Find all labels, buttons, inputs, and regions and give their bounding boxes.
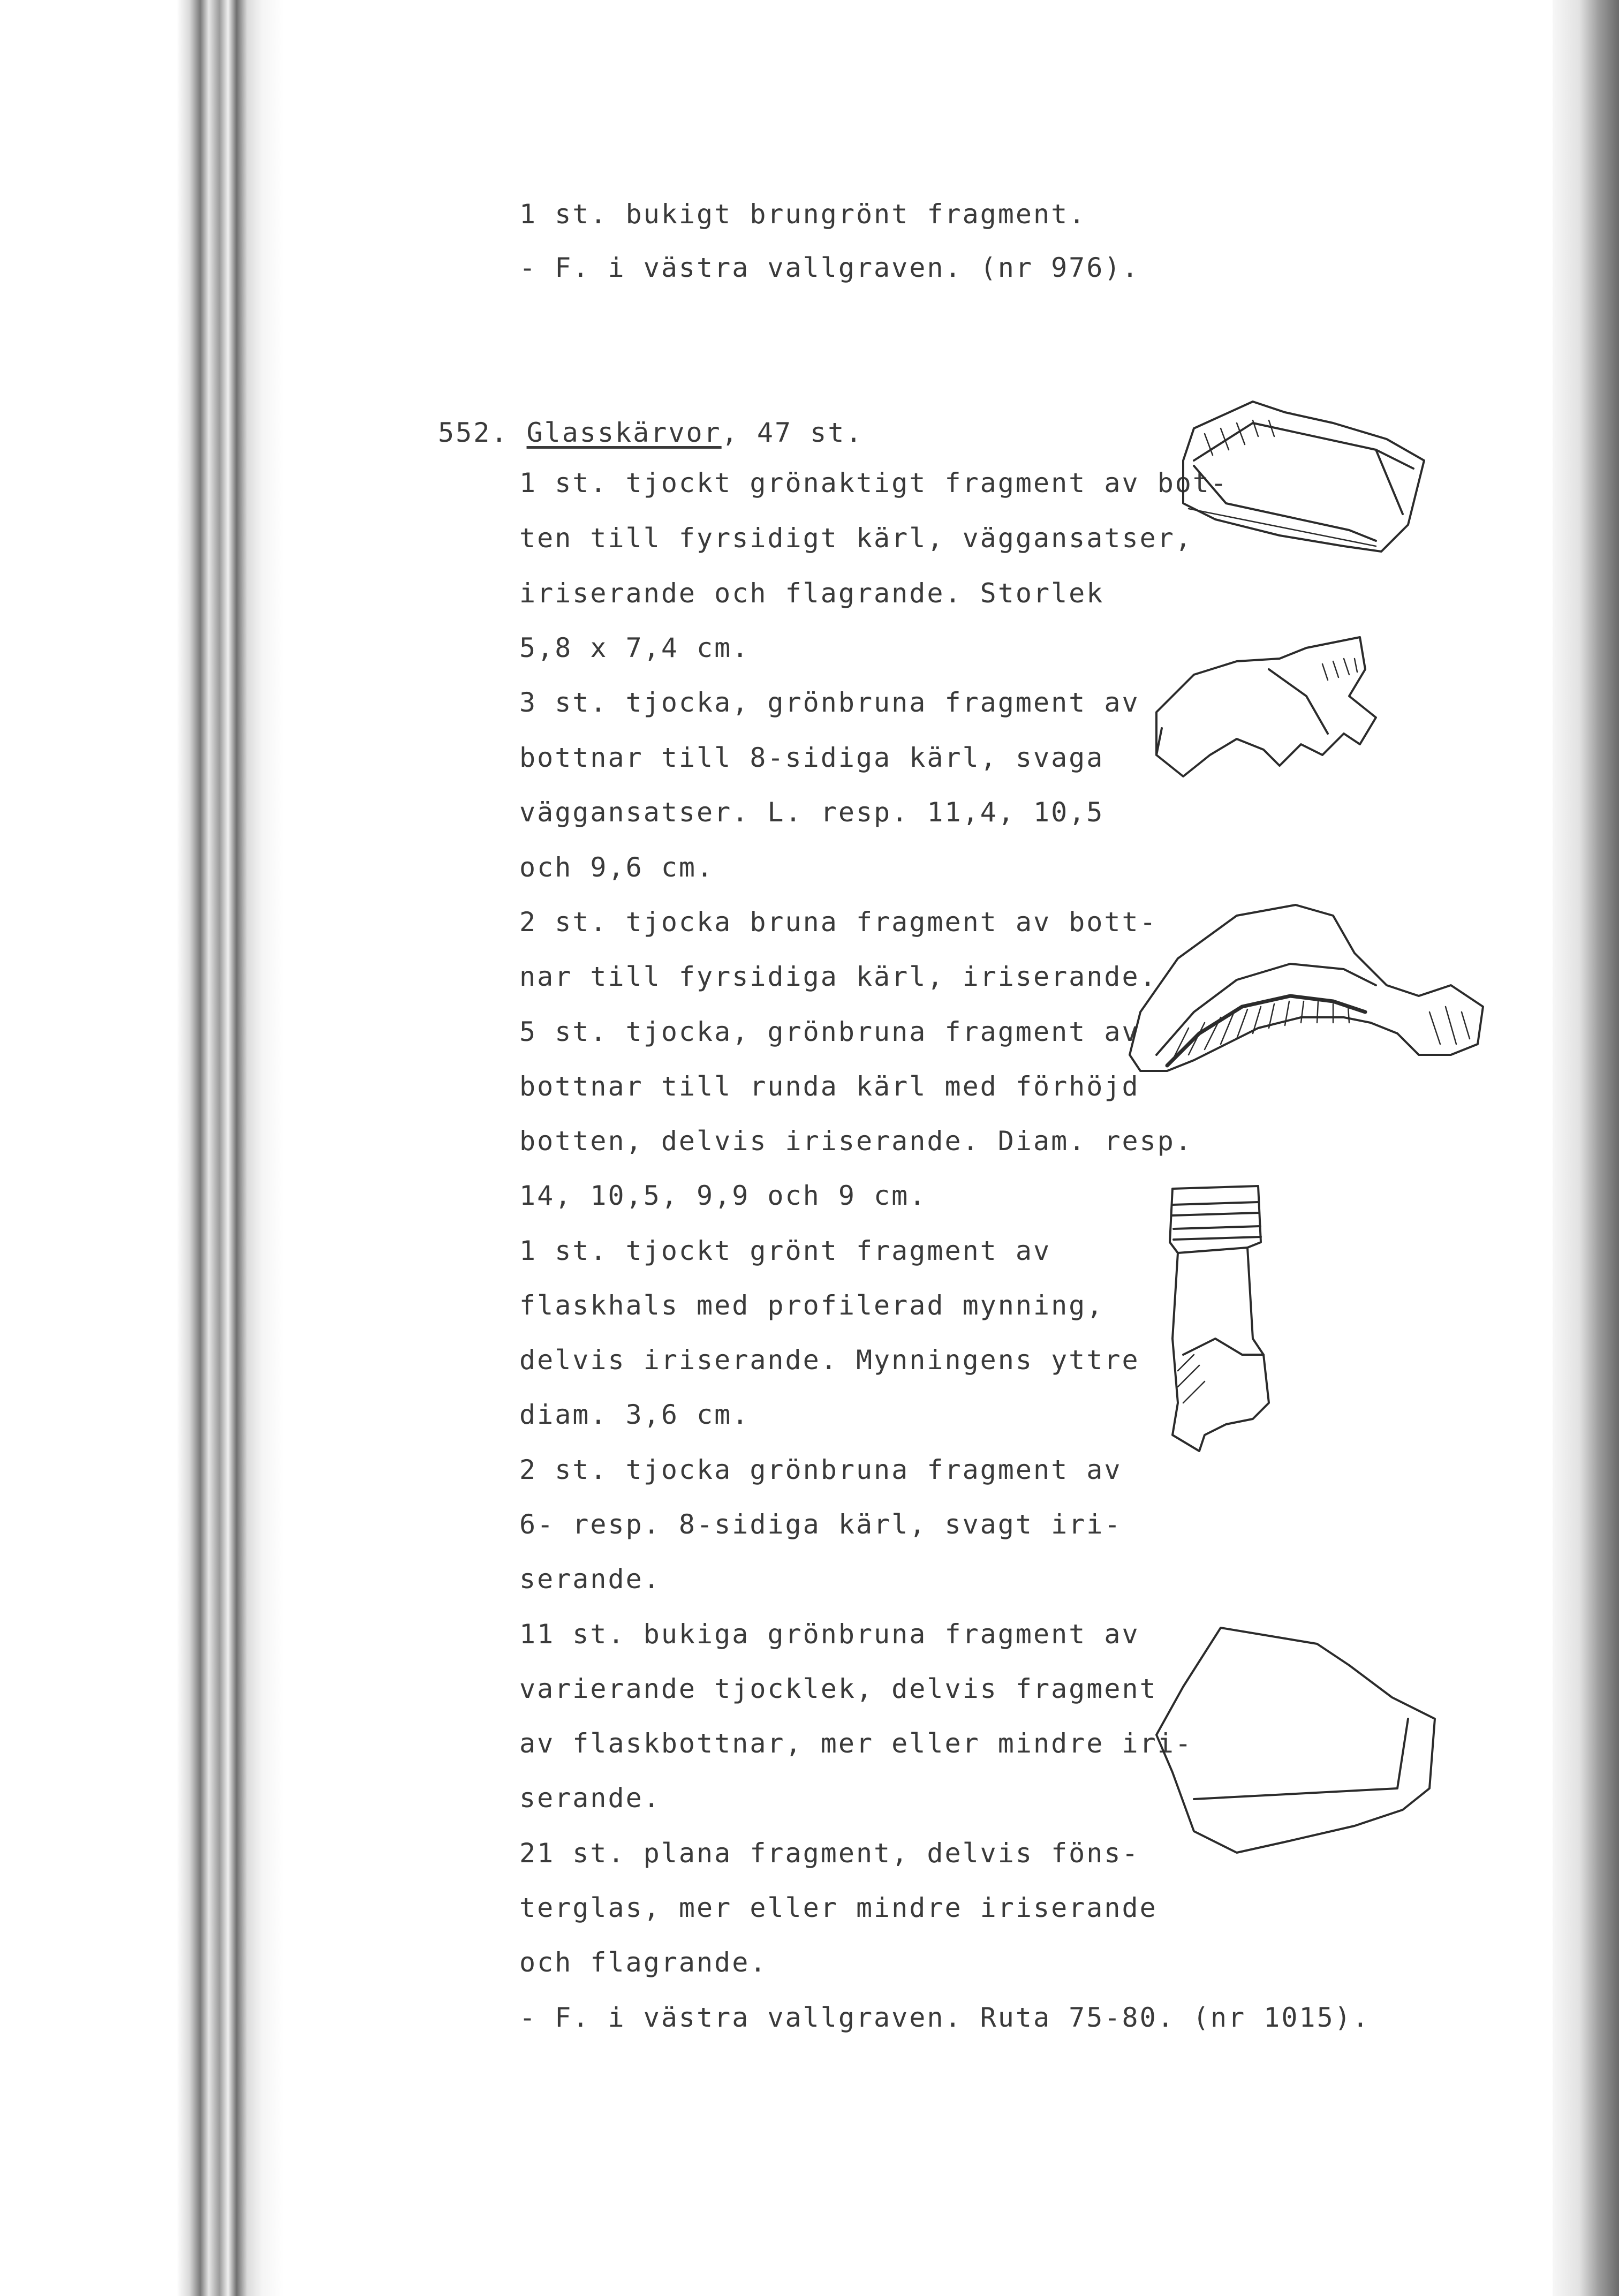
entry-name: Glasskärvor <box>526 417 722 448</box>
body-line: väggansatser. L. resp. 11,4, 10,5 <box>519 797 1104 828</box>
body-line: 5 st. tjocka, grönbruna fragment av <box>519 1016 1140 1047</box>
sketch-bottle-neck-fragment <box>1162 1178 1280 1472</box>
body-line: nar till fyrsidiga kärl, iriserande. <box>519 961 1157 992</box>
body-line: bottnar till runda kärl med förhöjd <box>519 1071 1140 1102</box>
body-line: 2 st. tjocka bruna fragment av bott- <box>519 907 1157 938</box>
body-line: terglas, mer eller mindre iriserande <box>519 1892 1157 1923</box>
intro-line-2: - F. i västra vallgraven. (nr 976). <box>519 252 1140 283</box>
body-line: 6- resp. 8-sidiga kärl, svagt iri- <box>519 1509 1122 1540</box>
entry-number: 552. <box>438 417 509 448</box>
body-line: 2 st. tjocka grönbruna fragment av <box>519 1454 1122 1485</box>
body-line: ten till fyrsidigt kärl, väggansatser, <box>519 523 1193 554</box>
entry-heading <box>438 417 864 449</box>
body-line: 3 st. tjocka, grönbruna fragment av <box>519 687 1140 718</box>
body-line: - F. i västra vallgraven. Ruta 75-80. (nr 1015). <box>519 2002 1370 2033</box>
body-line: av flaskbottnar, mer eller mindre iri- <box>519 1728 1193 1759</box>
body-line: 21 st. plana fragment, delvis föns- <box>519 1838 1140 1869</box>
page-edge-shadow <box>1553 0 1619 2296</box>
body-line: 1 st. tjockt grönt fragment av <box>519 1235 1051 1266</box>
body-line: serande. <box>519 1564 661 1595</box>
body-line: 14, 10,5, 9,9 och 9 cm. <box>519 1180 927 1211</box>
sketch-octagonal-bottom-fragment <box>1146 637 1413 814</box>
body-line: 1 st. tjockt grönaktigt fragment av bot- <box>519 467 1229 499</box>
body-line: och flagrande. <box>519 1947 768 1978</box>
body-line: iriserande och flagrande. Storlek <box>519 578 1104 609</box>
body-line: bottnar till 8-sidiga kärl, svaga <box>519 742 1104 773</box>
body-line: delvis iriserande. Mynningens yttre <box>519 1345 1140 1376</box>
body-line: 11 st. bukiga grönbruna fragment av <box>519 1619 1140 1650</box>
intro-line-1: 1 st. bukigt brungrönt fragment. <box>519 199 1087 230</box>
sketch-raised-bottom-fragment <box>1119 894 1494 1098</box>
body-line: diam. 3,6 cm. <box>519 1399 750 1430</box>
body-line: varierande tjocklek, delvis fragment <box>519 1673 1157 1704</box>
body-line: botten, delvis iriserande. Diam. resp. <box>519 1126 1193 1157</box>
book-spine-shadow <box>177 0 284 2296</box>
body-line: 5,8 x 7,4 cm. <box>519 632 750 663</box>
sketch-curved-fragment <box>1151 1617 1451 1863</box>
entry-count: , 47 st. <box>721 417 864 448</box>
body-line: och 9,6 cm. <box>519 852 715 883</box>
body-line: flaskhals med profilerad mynning, <box>519 1290 1104 1321</box>
sketch-square-bottom-fragment <box>1172 391 1440 568</box>
body-line: serande. <box>519 1783 661 1814</box>
